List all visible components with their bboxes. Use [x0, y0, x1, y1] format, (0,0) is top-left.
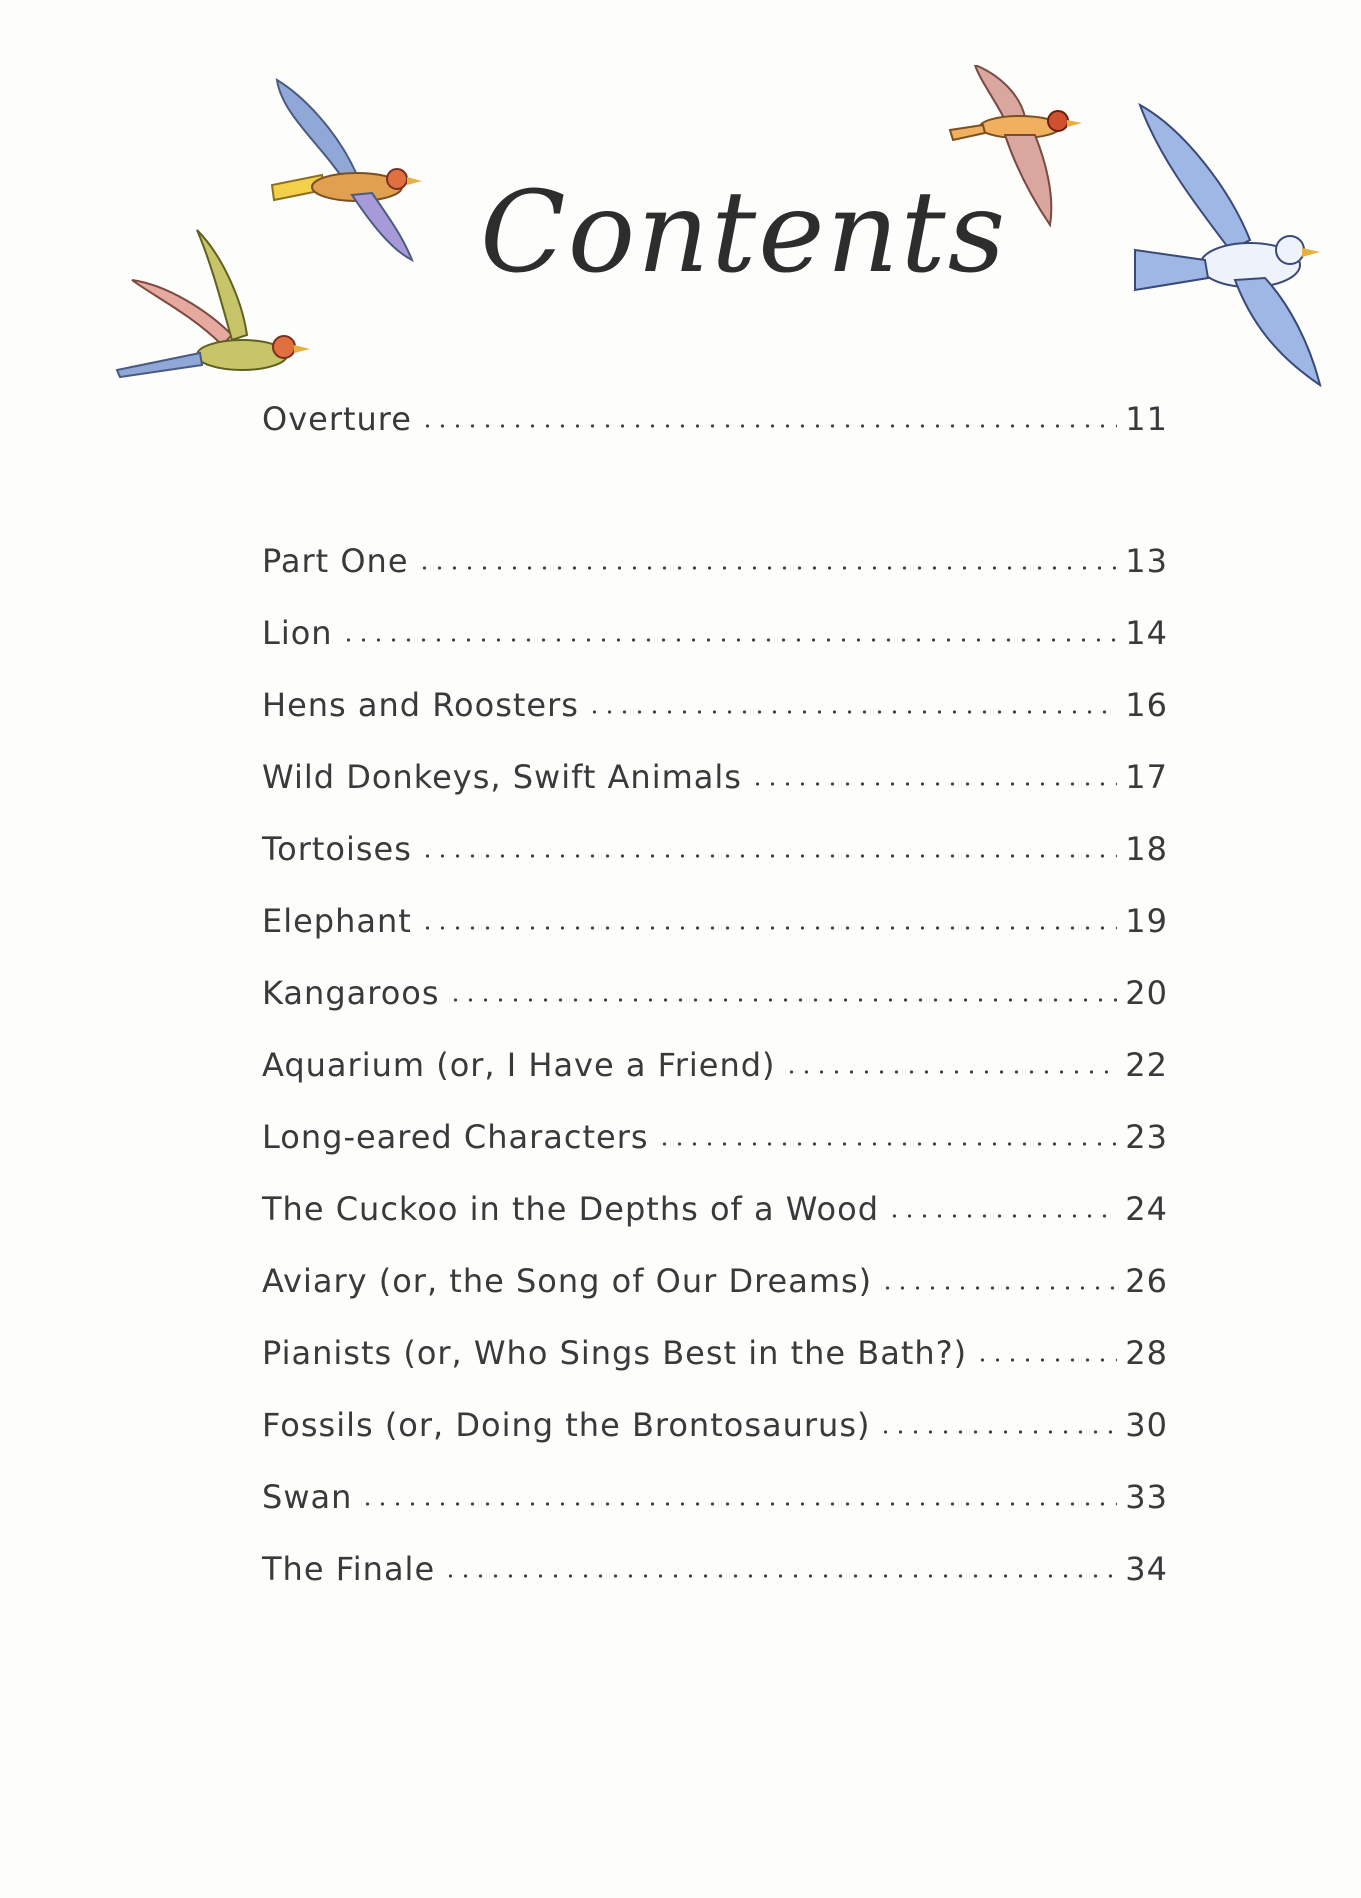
toc-entry-title: Long-eared Characters	[262, 1118, 649, 1156]
toc-entry-page-number: 17	[1125, 758, 1168, 796]
toc-entry-page-number: 28	[1125, 1334, 1168, 1372]
toc-entry-page-number: 22	[1125, 1046, 1168, 1084]
toc-entry-title: The Cuckoo in the Depths of a Wood	[262, 1190, 879, 1228]
page-title: Contents	[480, 168, 1008, 298]
dot-leader	[341, 638, 1118, 642]
dot-leader	[880, 1286, 1117, 1290]
toc-entry	[262, 542, 1168, 614]
dot-leader	[887, 1214, 1117, 1218]
dot-leader	[587, 710, 1117, 714]
toc-entry-title: Elephant	[262, 902, 412, 940]
toc-entry-title: Wild Donkeys, Swift Animals	[262, 758, 742, 796]
toc-entry	[262, 758, 1168, 830]
toc-entry-page-number: 20	[1125, 974, 1168, 1012]
toc-entry-page-number: 13	[1125, 542, 1168, 580]
toc-entry	[262, 830, 1168, 902]
toc-entry-page-number: 18	[1125, 830, 1168, 868]
toc-entry-page-number: 16	[1125, 686, 1168, 724]
bird-icon	[112, 225, 312, 395]
toc-entry-page-number: 26	[1125, 1262, 1168, 1300]
toc-entry	[262, 1550, 1168, 1622]
dot-leader	[360, 1502, 1117, 1506]
toc-entry-title: The Finale	[262, 1550, 436, 1588]
dot-leader	[657, 1142, 1118, 1146]
dot-leader	[420, 854, 1117, 858]
toc-entry	[262, 1478, 1168, 1550]
toc-entry-title: Aviary (or, the Song of Our Dreams)	[262, 1262, 873, 1300]
toc-entry-page-number: 23	[1125, 1118, 1168, 1156]
dot-leader	[750, 782, 1117, 786]
toc-entry	[262, 1406, 1168, 1478]
dot-leader	[420, 424, 1117, 428]
toc-entry	[262, 614, 1168, 686]
toc-entry-page-number: 24	[1125, 1190, 1168, 1228]
toc-entry-page-number: 30	[1125, 1406, 1168, 1444]
toc-entry-page-number: 34	[1125, 1550, 1168, 1588]
toc-entry	[262, 686, 1168, 758]
toc-entry-title: Overture	[262, 400, 412, 438]
toc-entry-title: Fossils (or, Doing the Brontosaurus)	[262, 1406, 871, 1444]
toc-entry-page-number: 19	[1125, 902, 1168, 940]
bird-icon	[1130, 100, 1330, 390]
toc-entry-title: Tortoises	[262, 830, 412, 868]
dot-leader	[420, 926, 1117, 930]
table-of-contents	[262, 400, 1168, 1622]
dot-leader	[975, 1358, 1117, 1362]
toc-entry	[262, 400, 1168, 472]
toc-entry-title: Hens and Roosters	[262, 686, 579, 724]
toc-entry-title: Pianists (or, Who Sings Best in the Bath?)	[262, 1334, 968, 1372]
toc-entry-title: Part One	[262, 542, 409, 580]
dot-leader	[878, 1430, 1117, 1434]
toc-entry-title: Aquarium (or, I Have a Friend)	[262, 1046, 776, 1084]
toc-entry	[262, 974, 1168, 1046]
toc-entry	[262, 1046, 1168, 1118]
toc-entry-page-number: 33	[1125, 1478, 1168, 1516]
toc-entry-title: Swan	[262, 1478, 353, 1516]
dot-leader	[417, 566, 1118, 570]
toc-entry	[262, 1262, 1168, 1334]
toc-entry	[262, 902, 1168, 974]
toc-entry	[262, 1190, 1168, 1262]
toc-entry-page-number: 11	[1125, 400, 1168, 438]
toc-entry	[262, 1118, 1168, 1190]
toc-entry-title: Kangaroos	[262, 974, 440, 1012]
toc-entry-title: Lion	[262, 614, 333, 652]
toc-entry-page-number: 14	[1125, 614, 1168, 652]
dot-leader	[443, 1574, 1117, 1578]
toc-entry	[262, 1334, 1168, 1406]
dot-leader	[448, 998, 1118, 1002]
dot-leader	[784, 1070, 1118, 1074]
